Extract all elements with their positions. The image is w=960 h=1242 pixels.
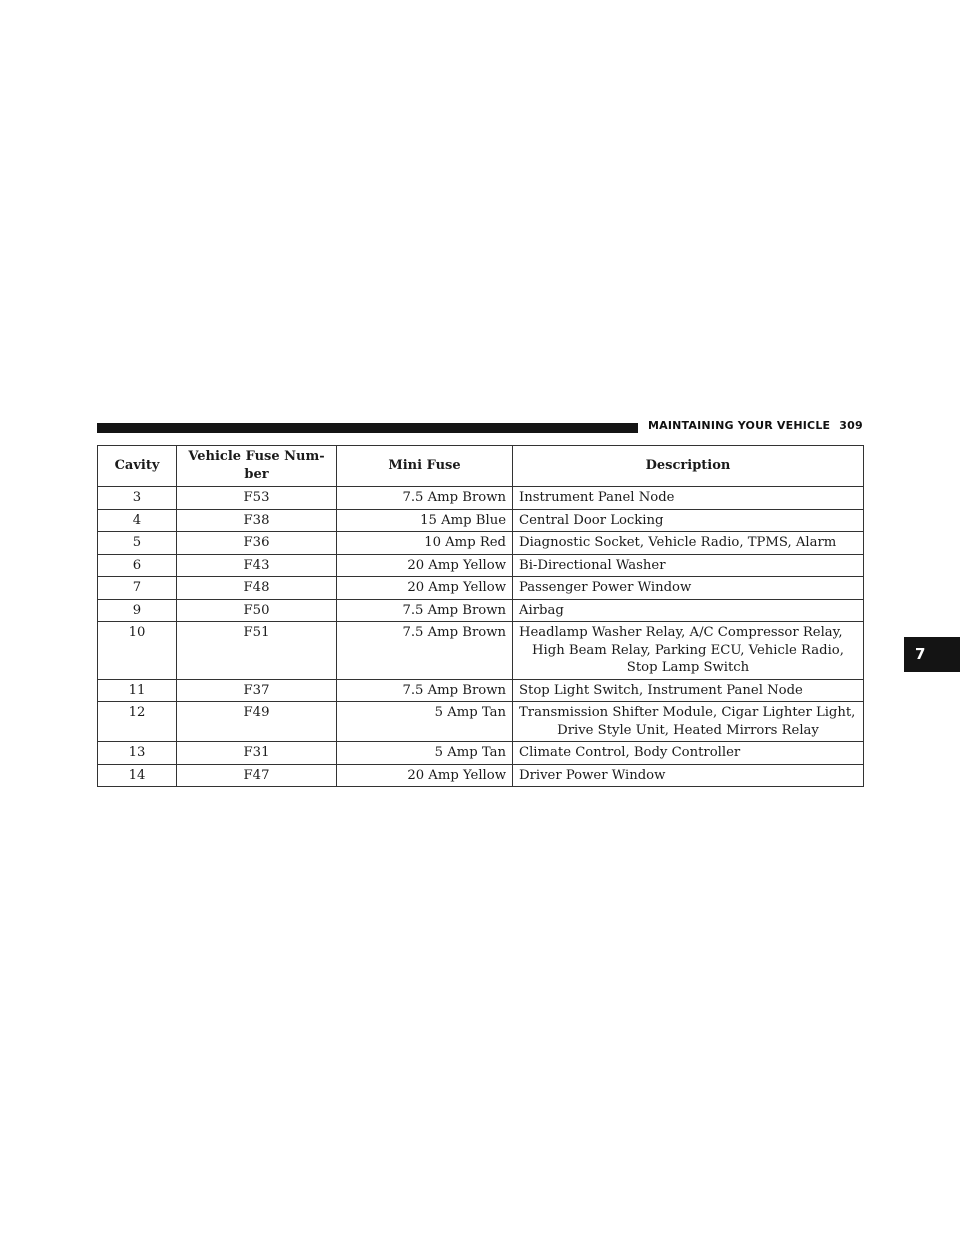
cell-description [513, 622, 864, 680]
description-line: Airbag [519, 602, 564, 618]
table-header-row [98, 446, 864, 487]
cell-mini-fuse: 5 Amp Tan [337, 742, 513, 765]
cell-fuse-number: F37 [177, 679, 337, 702]
cell-fuse-number: F48 [177, 577, 337, 600]
description-line: Climate Control, Body Controller [519, 745, 741, 760]
table-row [98, 487, 864, 510]
column-header-fuse-number [177, 446, 337, 487]
running-header [648, 419, 863, 432]
description-line: Headlamp Washer Relay, A/C Compressor Relay, [519, 625, 843, 640]
table-row [98, 532, 864, 555]
table-row [98, 679, 864, 702]
description-line: Stop Light Switch, Instrument Panel Node [519, 682, 803, 698]
cell-cavity: 5 [98, 532, 177, 555]
table-row [98, 622, 864, 680]
cell-description [513, 599, 864, 622]
description-line: Central Door Locking [519, 512, 664, 528]
cell-cavity: 6 [98, 554, 177, 577]
cell-description [513, 532, 864, 555]
cell-description [513, 764, 864, 787]
cell-mini-fuse: 5 Amp Tan [337, 702, 513, 742]
cell-cavity: 9 [98, 599, 177, 622]
table-row [98, 554, 864, 577]
cell-mini-fuse: 20 Amp Yellow [337, 554, 513, 577]
cell-cavity: 4 [98, 509, 177, 532]
cell-description [513, 742, 864, 765]
cell-mini-fuse: 15 Amp Blue [337, 509, 513, 532]
cell-fuse-number: F43 [177, 554, 337, 577]
cell-fuse-number: F31 [177, 742, 337, 765]
header-rule [97, 423, 638, 433]
description-line: Driver Power Window [519, 767, 666, 783]
cell-description [513, 577, 864, 600]
cell-cavity: 7 [98, 577, 177, 600]
column-header-mini-fuse: Mini Fuse [337, 446, 513, 487]
description-line: Transmission Shifter Module, Cigar Lighter Light, [519, 705, 856, 720]
cell-fuse-number: F47 [177, 764, 337, 787]
description-line: Stop Lamp Switch [626, 660, 750, 675]
description-line: High Beam Relay, Parking ECU, Vehicle Radio, [532, 642, 844, 658]
cell-fuse-number: F38 [177, 509, 337, 532]
cell-mini-fuse: 7.5 Amp Brown [337, 622, 513, 680]
cell-mini-fuse: 20 Amp Yellow [337, 764, 513, 787]
section-title: MAINTAINING YOUR VEHICLE [648, 419, 831, 432]
cell-fuse-number: F50 [177, 599, 337, 622]
description-line: Passenger Power Window [519, 580, 692, 595]
table-row [98, 509, 864, 532]
page-number: 309 [839, 419, 863, 432]
column-header-description: Description [513, 446, 864, 487]
column-header-fuse-number-line1: Vehicle Fuse Num- [188, 449, 325, 464]
cell-cavity: 14 [98, 764, 177, 787]
description-line: Bi-Directional Washer [519, 557, 666, 573]
column-header-fuse-number-line2: ber [244, 466, 269, 482]
cell-cavity: 10 [98, 622, 177, 680]
cell-fuse-number: F51 [177, 622, 337, 680]
cell-mini-fuse: 7.5 Amp Brown [337, 679, 513, 702]
table-row [98, 702, 864, 742]
table-row [98, 764, 864, 787]
description-line: Diagnostic Socket, Vehicle Radio, TPMS, Alarm [519, 535, 837, 550]
cell-cavity: 3 [98, 487, 177, 510]
cell-fuse-number: F49 [177, 702, 337, 742]
cell-description [513, 679, 864, 702]
column-header-cavity: Cavity [98, 446, 177, 487]
cell-mini-fuse: 7.5 Amp Brown [337, 599, 513, 622]
table-row [98, 599, 864, 622]
cell-description [513, 554, 864, 577]
table-row [98, 577, 864, 600]
cell-description [513, 702, 864, 742]
cell-mini-fuse: 10 Amp Red [337, 532, 513, 555]
cell-fuse-number: F53 [177, 487, 337, 510]
cell-cavity: 12 [98, 702, 177, 742]
chapter-tab: 7 [904, 637, 960, 672]
cell-description [513, 509, 864, 532]
description-line: Instrument Panel Node [519, 490, 675, 505]
fuse-table [97, 445, 864, 787]
cell-mini-fuse: 7.5 Amp Brown [337, 487, 513, 510]
description-line: Drive Style Unit, Heated Mirrors Relay [557, 722, 819, 738]
table-body [98, 487, 864, 787]
cell-mini-fuse: 20 Amp Yellow [337, 577, 513, 600]
cell-cavity: 13 [98, 742, 177, 765]
cell-cavity: 11 [98, 679, 177, 702]
table-row [98, 742, 864, 765]
cell-description [513, 487, 864, 510]
cell-fuse-number: F36 [177, 532, 337, 555]
